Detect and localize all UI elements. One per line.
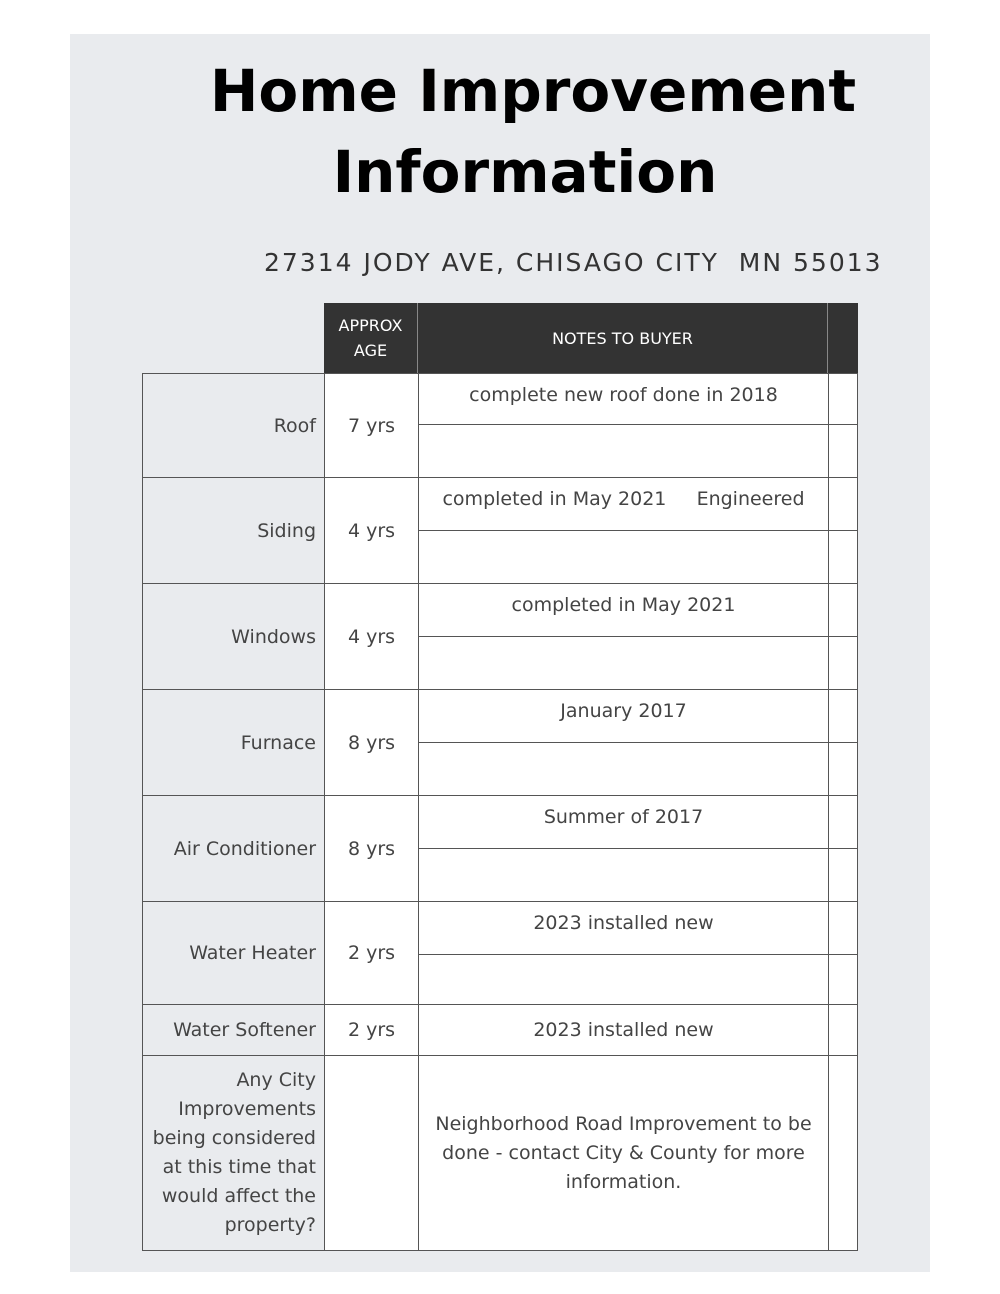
row-age: 8 yrs xyxy=(325,690,419,795)
row-divider xyxy=(419,954,828,955)
title-line-1: Home Improvement xyxy=(209,57,857,125)
table-row-water-heater xyxy=(143,901,857,1004)
note-line: information. xyxy=(565,1170,682,1193)
question-line: being considered xyxy=(152,1127,316,1149)
row-divider xyxy=(419,848,828,849)
row-blank xyxy=(829,902,857,1004)
table-row-windows xyxy=(143,583,857,689)
row-divider xyxy=(419,636,828,637)
improvement-table xyxy=(142,373,858,1251)
row-label: Windows xyxy=(143,584,325,689)
row-blank xyxy=(829,1005,857,1055)
row-note-text: completed in May 2021 xyxy=(511,594,736,616)
city-improvements-note xyxy=(419,1056,828,1250)
row-blank xyxy=(829,690,857,795)
row-age xyxy=(325,1056,419,1250)
table-row-siding xyxy=(143,477,857,583)
question-line: at this time that xyxy=(162,1156,316,1178)
row-note-text: 2023 installed new xyxy=(533,912,714,934)
header-notes-to-buyer: NOTES TO BUYER xyxy=(418,303,828,373)
header-blank xyxy=(828,303,858,373)
row-divider xyxy=(829,742,857,743)
table-row-air-conditioner xyxy=(143,795,857,901)
row-age: 7 yrs xyxy=(325,374,419,477)
city-improvements-question xyxy=(143,1056,325,1250)
title-line-2: Information xyxy=(332,138,718,206)
row-divider xyxy=(829,848,857,849)
row-note-text: 2023 installed new xyxy=(533,1019,714,1041)
row-note-text: complete new roof done in 2018 xyxy=(469,384,778,406)
row-blank xyxy=(829,478,857,583)
row-blank xyxy=(829,796,857,901)
row-age: 4 yrs xyxy=(325,584,419,689)
row-divider xyxy=(419,742,828,743)
question-line: would affect the xyxy=(161,1185,316,1207)
header-approx-age xyxy=(324,303,418,373)
header-age-line-1: APPROX xyxy=(338,316,403,335)
row-label: Air Conditioner xyxy=(143,796,325,901)
header-age-line-2: AGE xyxy=(353,341,388,360)
row-age: 8 yrs xyxy=(325,796,419,901)
row-notes xyxy=(419,796,829,901)
row-label: Furnace xyxy=(143,690,325,795)
property-address: 27314 JODY AVE, CHISAGO CITY MN 55013 xyxy=(264,248,883,277)
row-age: 2 yrs xyxy=(325,902,419,1004)
row-notes xyxy=(419,1056,829,1250)
row-divider xyxy=(829,636,857,637)
row-blank xyxy=(829,374,857,477)
row-label: Siding xyxy=(143,478,325,583)
row-blank xyxy=(829,584,857,689)
row-divider xyxy=(419,530,828,531)
row-note-text: January 2017 xyxy=(560,700,687,722)
row-divider xyxy=(829,954,857,955)
note-line: done - contact City & County for more xyxy=(442,1141,805,1164)
row-divider xyxy=(419,424,828,425)
note-line: Neighborhood Road Improvement to be xyxy=(435,1112,812,1135)
question-line: property? xyxy=(224,1214,316,1236)
row-divider xyxy=(829,424,857,425)
row-age: 4 yrs xyxy=(325,478,419,583)
table-row-water-softener xyxy=(143,1004,857,1055)
row-divider xyxy=(829,530,857,531)
row-notes xyxy=(419,902,829,1004)
question-line: Any City xyxy=(236,1069,316,1091)
row-notes xyxy=(419,478,829,583)
row-notes xyxy=(419,1005,829,1055)
row-label: Water Softener xyxy=(143,1005,325,1055)
row-notes xyxy=(419,690,829,795)
question-line: Improvements xyxy=(178,1098,316,1120)
row-note-text: completed in May 2021 Engineered xyxy=(442,488,805,510)
row-notes xyxy=(419,584,829,689)
table-row-city-improvements xyxy=(143,1055,857,1250)
row-label: Water Heater xyxy=(143,902,325,1004)
row-blank xyxy=(829,1056,857,1250)
row-notes xyxy=(419,374,829,477)
table-row-roof xyxy=(143,373,857,477)
row-note-text: Summer of 2017 xyxy=(543,806,704,828)
table-row-furnace xyxy=(143,689,857,795)
row-label: Roof xyxy=(143,374,325,477)
row-age: 2 yrs xyxy=(325,1005,419,1055)
